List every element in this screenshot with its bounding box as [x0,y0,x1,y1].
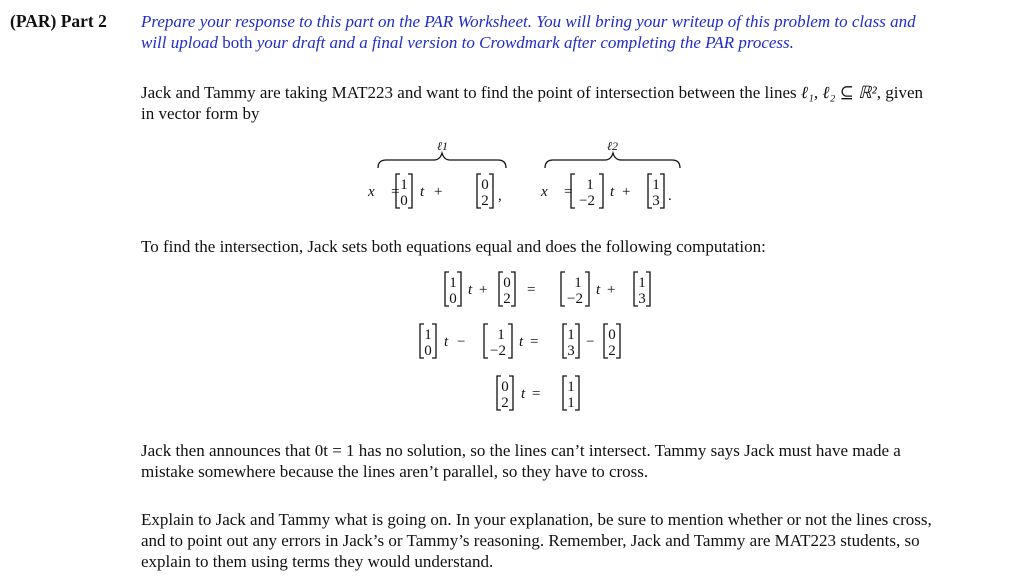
entry: 3 [567,343,575,359]
computation-intro: To find the intersection, Jack sets both equations equal and does the following computation: [141,237,766,256]
entry: 0 [400,193,408,209]
period: . [668,188,672,204]
intro-before: Jack and Tammy are taking MAT223 and want to find the point of intersection between the lines [141,83,801,102]
var-t: t [420,184,425,200]
explanation-prompt: Explain to Jack and Tammy what is going on. In your explanation, be sure to mention whether or not the lines cross, and to point out any errors in Jack’s or Tammy’s reasoning. Remember, Jack and Tammy are MAT223 students, so explain to them using terms they would understand. [141,510,932,571]
xvec-1: x⃗ = [368,184,401,200]
entry: 2 [481,193,489,209]
var-t: t [596,282,601,298]
entry: −2 [579,193,595,209]
entry: 0 [501,379,509,395]
entry: 2 [608,343,616,359]
plus: + [607,282,616,298]
instructions-text-b: your draft and a final version to Crowdmark after completing the PAR process. [252,33,794,52]
var-t: t [444,334,449,350]
instructions-text-a: Prepare your response to this part on the PAR Worksheet. You will bring your writeup of this problem to class and will upload [141,12,916,52]
entry: 3 [652,193,660,209]
entry: 1 [586,177,594,193]
entry: 1 [567,379,575,395]
entry: 0 [481,177,489,193]
equals: = [532,386,541,402]
entry: 1 [652,177,660,193]
var-t: t [610,184,615,200]
entry: 2 [503,291,511,307]
intro-lines-math: ℓ₁, ℓ₂ ⊆ ℝ² [800,83,877,102]
plus: + [622,184,631,200]
plus: + [434,184,443,200]
entry: −2 [490,343,506,359]
entry: 1 [638,275,646,291]
plus: + [479,282,488,298]
entry: 2 [501,395,509,411]
entry: 0 [449,291,457,307]
overbrace-line1 [378,153,506,168]
entry: 0 [424,343,432,359]
entry: 0 [503,275,511,291]
equals: = [530,334,539,350]
entry: 1 [449,275,457,291]
label-l2: ℓ2 [607,139,618,153]
label-l1: ℓ1 [437,139,448,153]
var-t: t [468,282,473,298]
minus: − [586,334,595,350]
intro-after: , given in vector form by [141,83,923,123]
entry: 1 [497,327,505,343]
xvec-2: x⃗ = [541,184,574,200]
var-t: t [519,334,524,350]
entry: 1 [567,327,575,343]
entry: 1 [424,327,432,343]
overbrace-line2 [545,153,680,168]
entry: 3 [638,291,646,307]
entry: 1 [567,395,575,411]
instructions-both: both [222,33,253,52]
equals: = [527,282,536,298]
entry: −2 [567,291,583,307]
problem-heading: (PAR) Part 2 [10,11,107,31]
minus: − [457,334,466,350]
var-t: t [521,386,526,402]
entry: 1 [400,177,408,193]
entry: 0 [608,327,616,343]
entry: 1 [574,275,582,291]
announcement-paragraph: Jack then announces that 0t = 1 has no solution, so the lines can’t intersect. Tammy says Jack must have made a mistake somewhere because the lines aren’t parallel, so they have to cross. [141,441,901,481]
comma: , [498,188,502,204]
